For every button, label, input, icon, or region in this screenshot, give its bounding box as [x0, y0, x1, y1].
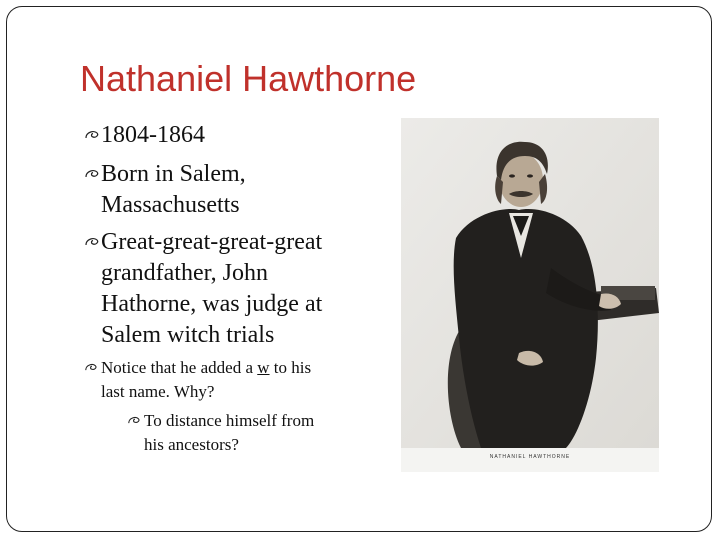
underlined-letter: w — [257, 358, 270, 377]
bullet-swirl-icon — [84, 168, 100, 180]
portrait-image — [401, 118, 659, 472]
bullet-text: Notice that he added a w to his — [101, 358, 312, 377]
bullet-text: Salem witch trials — [101, 322, 275, 348]
portrait-caption: NATHANIEL HAWTHORNE — [489, 454, 571, 460]
bullet-text: grandfather, John — [101, 260, 268, 286]
portrait-engraving-icon — [401, 118, 659, 448]
bullet-text: Hathorne, was judge at — [101, 291, 323, 317]
bullet-item — [84, 227, 322, 351]
bullet-swirl-icon — [84, 362, 98, 373]
bullet-text: Great-great-great-great — [101, 229, 323, 255]
bullet-text: 1804-1864 — [101, 122, 205, 148]
bullet-text: Massachusetts — [101, 192, 240, 218]
slide-title: Nathaniel Hawthorne — [80, 58, 417, 99]
bullet-swirl-icon — [127, 415, 141, 426]
bullet-item-subsub — [127, 409, 314, 457]
bullet-swirl-icon — [84, 129, 100, 141]
bullet-swirl-icon — [84, 236, 100, 248]
bullet-text: his ancestors? — [144, 435, 239, 454]
bullet-text: To distance himself from — [144, 411, 315, 430]
bullet-item — [84, 159, 246, 221]
bullet-item — [84, 120, 205, 151]
bullet-text: last name. Why? — [101, 382, 215, 401]
bullet-text: Born in Salem, — [101, 161, 246, 187]
bullet-item-sub — [84, 356, 311, 404]
